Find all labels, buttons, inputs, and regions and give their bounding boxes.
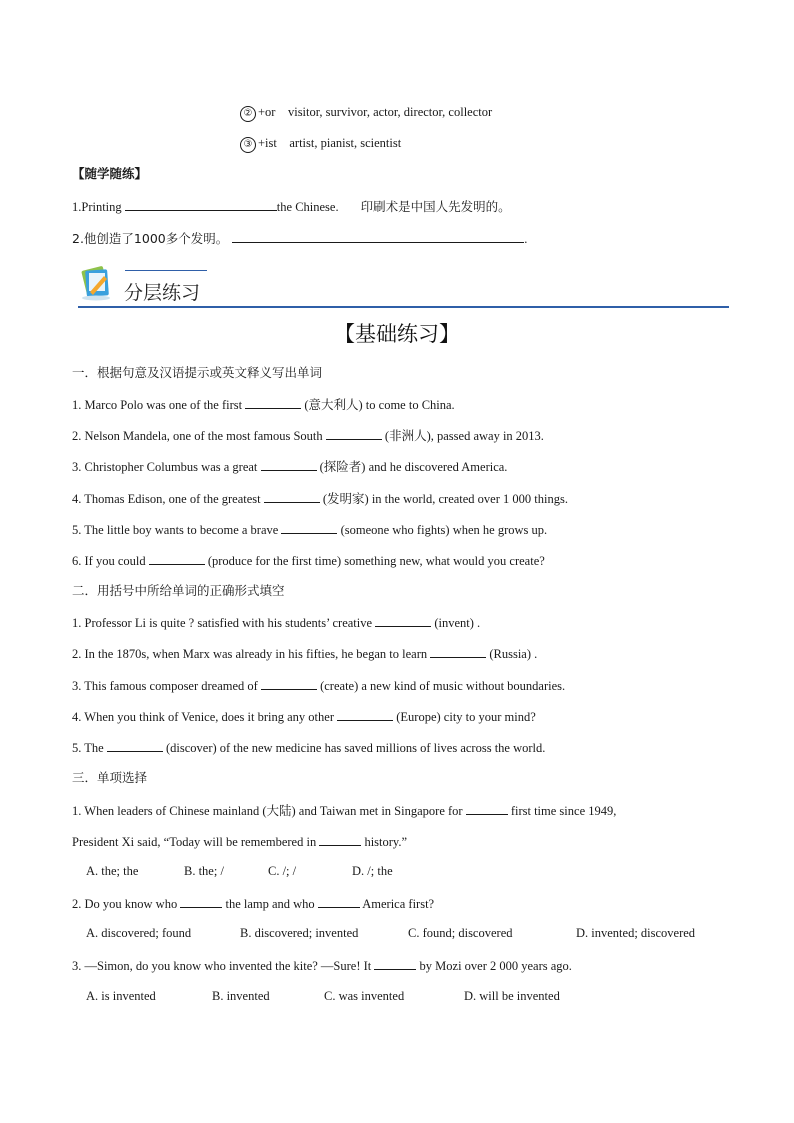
s2-item-2: 2. In the 1870s, when Marx was already in his fifties, he began to learn (Russia) . — [72, 647, 538, 661]
option-d[interactable]: D. invented; discovered — [576, 926, 696, 940]
circled-number: ③ — [240, 137, 256, 153]
basic-practice-title: 【基础练习】 — [334, 322, 460, 346]
option-b[interactable]: B. discovered; invented — [240, 926, 359, 940]
s3-q1-line1: 1. When leaders of Chinese mainland (大陆) and Taiwan met in Singapore for first time since 1949, — [72, 804, 617, 818]
suffix-words: artist, pianist, scientist — [289, 136, 402, 150]
banner-accent-line — [125, 270, 207, 271]
option-d[interactable]: D. will be invented — [464, 989, 560, 1003]
s2-item-5: 5. The (discover) of the new medicine has saved millions of lives across the world. — [72, 741, 546, 755]
answer-blank[interactable] — [245, 396, 301, 409]
suffix-words: visitor, survivor, actor, director, collector — [287, 105, 493, 119]
answer-blank[interactable] — [374, 957, 416, 970]
s1-item-3: 3. Christopher Columbus was a great (探险者) and he discovered America. — [72, 460, 508, 474]
s2-item-3: 3. This famous composer dreamed of (create) a new kind of music without boundaries. — [72, 679, 566, 693]
answer-blank[interactable] — [264, 490, 320, 503]
option-b[interactable]: B. the; / — [184, 864, 224, 878]
option-d[interactable]: D. /; the — [352, 864, 393, 878]
s2-item-1: 1. Professor Li is quite ? satisfied with his students’ creative (invent) . — [72, 616, 481, 630]
section-2-heading: 二．用括号中所给单词的正确形式填空 — [72, 583, 285, 598]
section-3-heading: 三．单项选择 — [72, 770, 148, 785]
section-1-heading: 一．根据句意及汉语提示或英文释义写出单词 — [72, 365, 323, 380]
answer-blank[interactable] — [261, 677, 317, 690]
answer-blank[interactable] — [326, 427, 382, 440]
answer-blank[interactable] — [337, 708, 393, 721]
answer-blank[interactable] — [232, 230, 524, 243]
answer-blank[interactable] — [107, 739, 163, 752]
option-a[interactable]: A. discovered; found — [86, 926, 192, 940]
s1-item-1: 1. Marco Polo was one of the first (意大利人) to come to China. — [72, 398, 455, 412]
practice-header: 【随学随练】 — [72, 166, 148, 181]
option-c[interactable]: C. found; discovered — [408, 926, 513, 940]
answer-blank[interactable] — [281, 521, 337, 534]
s1-item-5: 5. The little boy wants to become a brave (someone who fights) when he grows up. — [72, 523, 548, 537]
answer-blank[interactable] — [261, 458, 317, 471]
suffix-item-ist — [240, 135, 401, 153]
option-a[interactable]: A. the; the — [86, 864, 139, 878]
option-a[interactable]: A. is invented — [86, 989, 156, 1003]
practice-item-2: 2.他创造了1000多个发明。 . — [72, 231, 528, 246]
banner-divider — [78, 306, 729, 308]
s1-item-2: 2. Nelson Mandela, one of the most famous South (非洲人), passed away in 2013. — [72, 429, 544, 443]
s1-item-4: 4. Thomas Edison, one of the greatest (发明家) in the world, created over 1 000 things. — [72, 492, 568, 506]
answer-blank[interactable] — [318, 895, 360, 908]
s3-q3: 3. —Simon, do you know who invented the kite? —Sure! It by Mozi over 2 000 years ago. — [72, 959, 572, 973]
answer-blank[interactable] — [430, 645, 486, 658]
option-c[interactable]: C. was invented — [324, 989, 405, 1003]
suffix-label: +or — [258, 105, 276, 119]
s2-item-4: 4. When you think of Venice, does it bring any other (Europe) city to your mind? — [72, 710, 536, 724]
banner-icon — [78, 264, 114, 302]
option-b[interactable]: B. invented — [212, 989, 270, 1003]
answer-blank[interactable] — [319, 833, 361, 846]
banner-title: 分层练习 — [124, 282, 201, 304]
practice-item-1: 1.Printing the Chinese. 印刷术是中国人先发明的。 — [72, 199, 511, 214]
answer-blank[interactable] — [125, 198, 277, 211]
answer-blank[interactable] — [149, 552, 205, 565]
circled-number: ② — [240, 106, 256, 122]
s3-q1-line2: President Xi said, “Today will be remembered in history.” — [72, 835, 408, 849]
answer-blank[interactable] — [466, 802, 508, 815]
s3-q2: 2. Do you know who the lamp and who America first? — [72, 897, 435, 911]
s1-item-6: 6. If you could (produce for the first time) something new, what would you create? — [72, 554, 545, 568]
answer-blank[interactable] — [375, 614, 431, 627]
option-c[interactable]: C. /; / — [268, 864, 297, 878]
suffix-item-or — [240, 104, 492, 122]
answer-blank[interactable] — [180, 895, 222, 908]
suffix-label: +ist — [258, 136, 277, 150]
